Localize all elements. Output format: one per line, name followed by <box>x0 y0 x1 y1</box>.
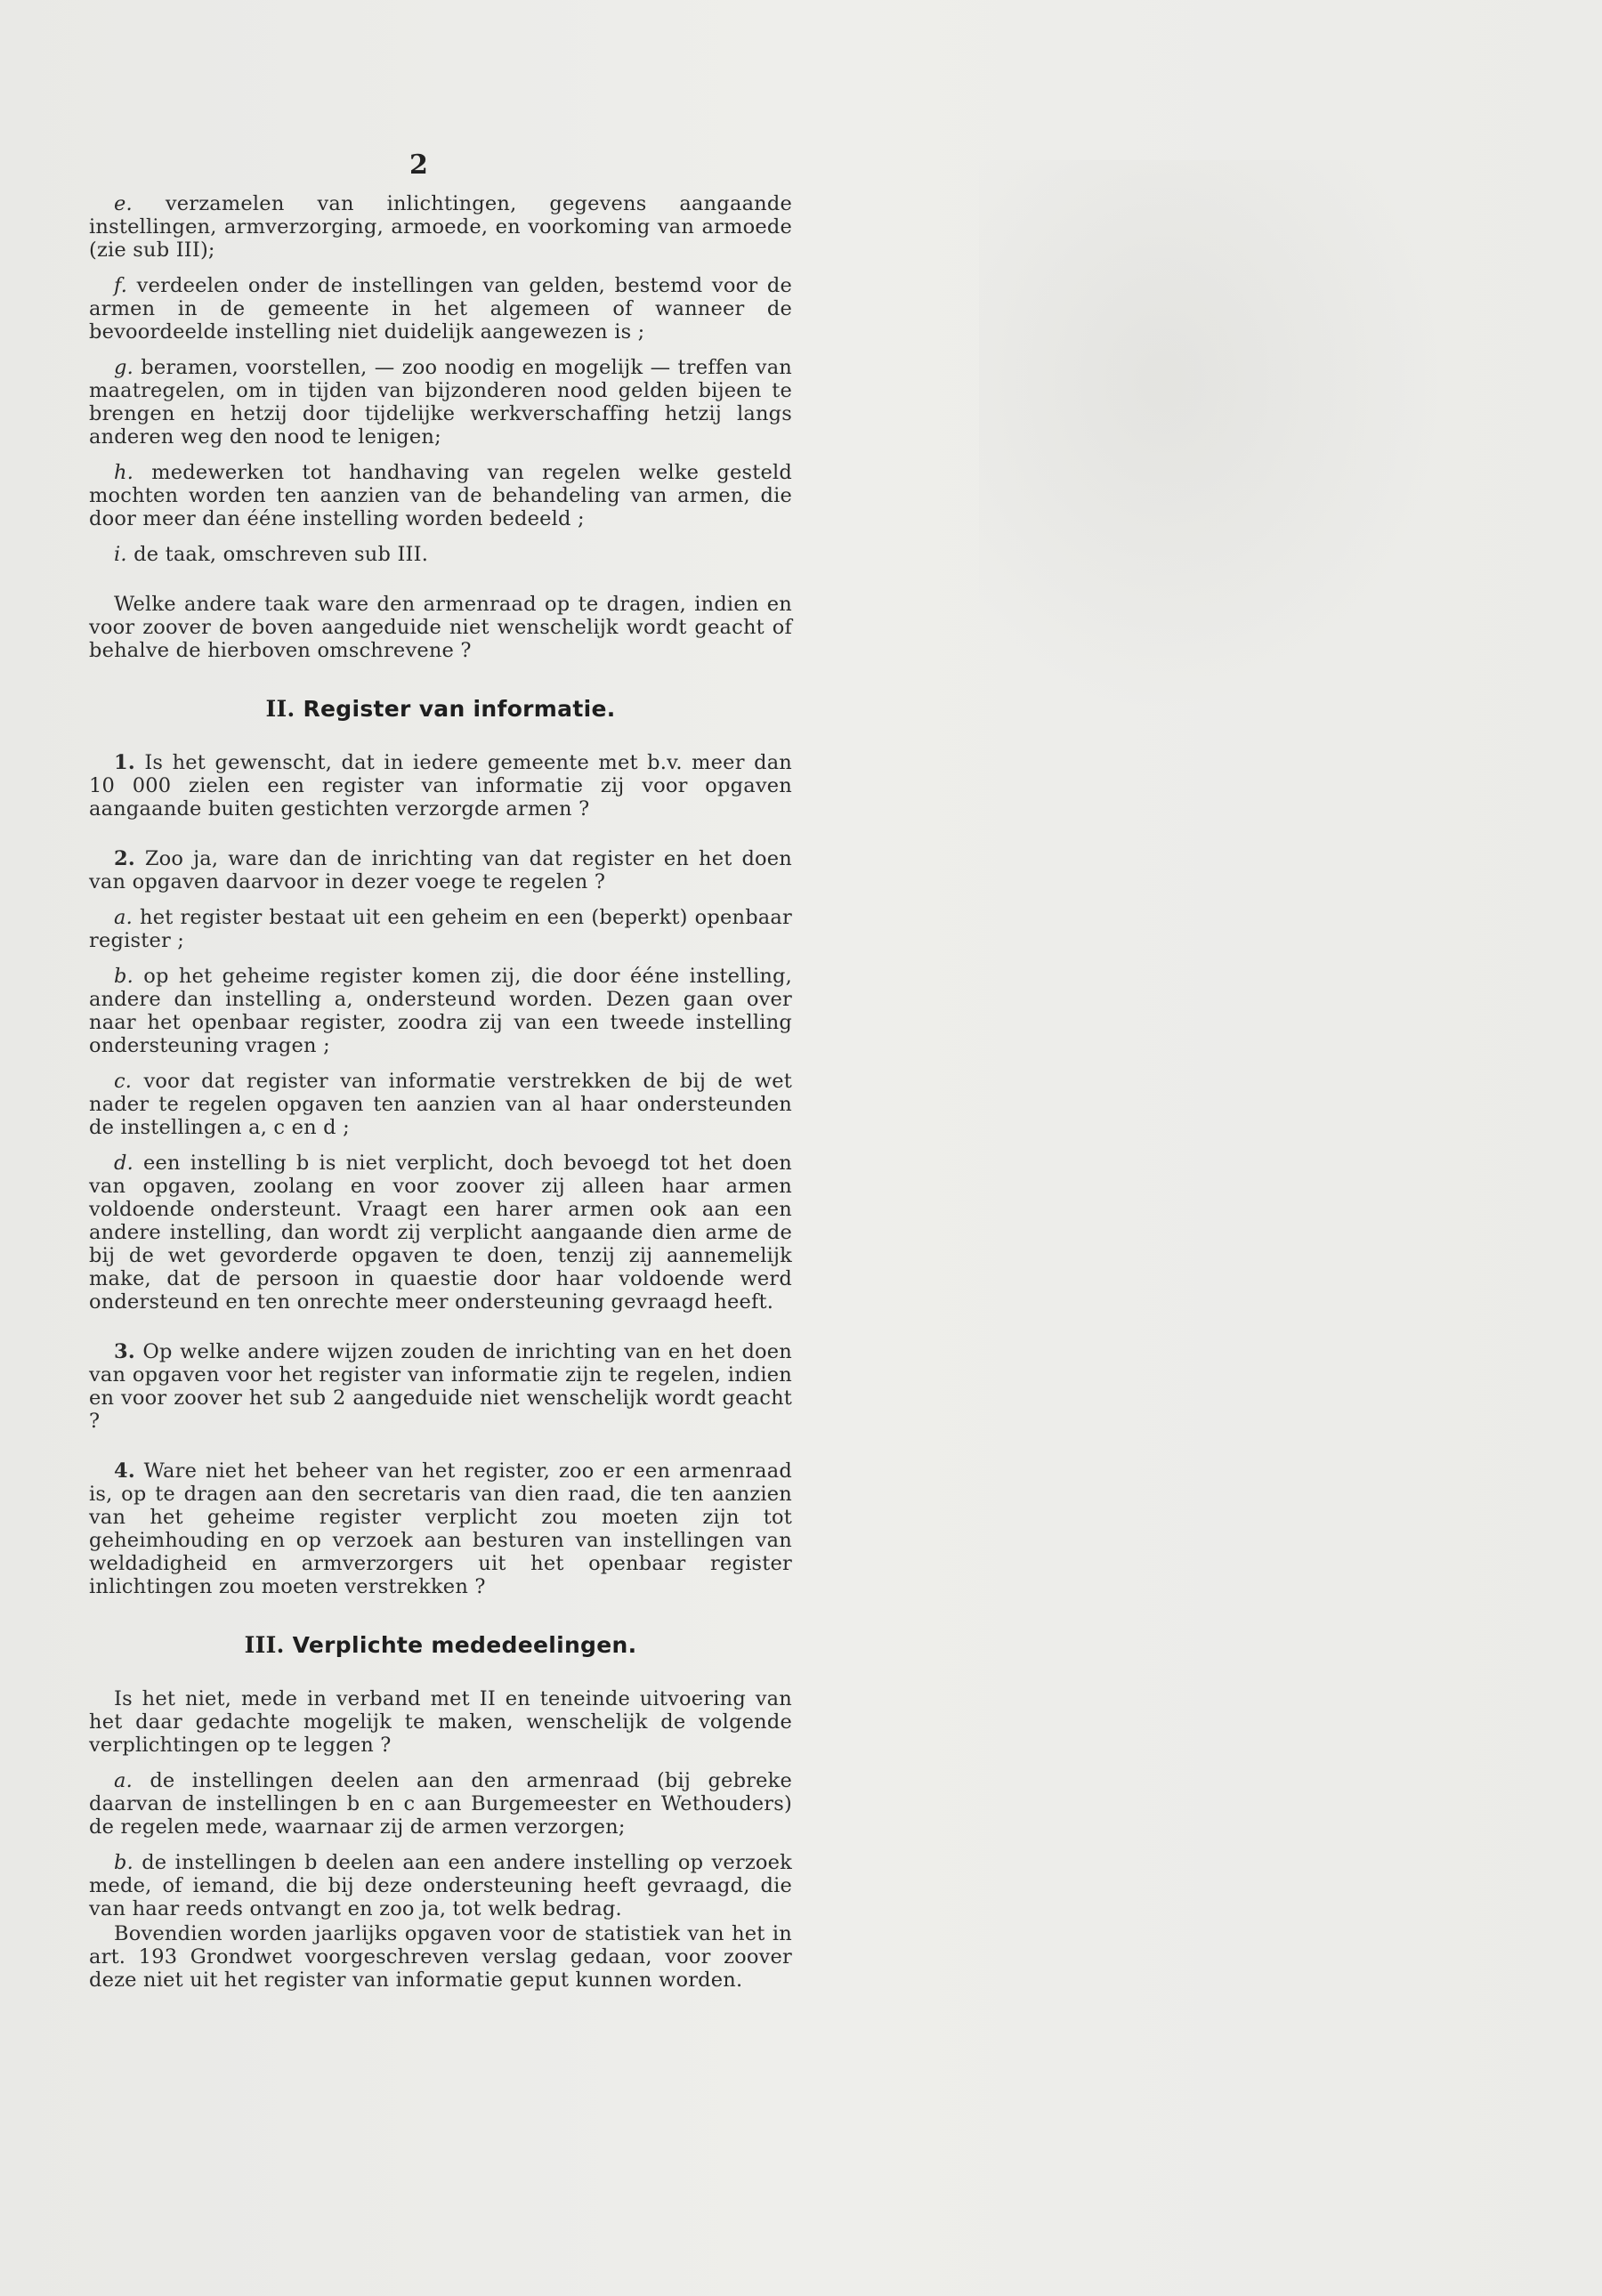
show-through-shadow <box>979 160 1442 712</box>
q2-item-c: c. voor dat register van informatie verstrekken de bij de wet nader te regelen opgaven ten aanzien van al haar ondersteunden de instellingen a, c en d ; <box>89 1070 792 1139</box>
s3-item-b: b. de instellingen b deelen aan een andere instelling op verzoek mede, of iemand, die bij deze ondersteuning heeft gevraagd, die van haar reeds ontvangt en zoo ja, tot welk bedrag. <box>89 1851 792 1920</box>
section-heading-3: III. Verplichte mededeelingen. <box>244 1632 637 1658</box>
q2-item-a: a. het register bestaat uit een geheim en een (beperkt) openbaar register ; <box>89 906 792 952</box>
question-2: 2. Zoo ja, ware dan de inrichting van dat register en het doen van opgaven daarvoor in dezer voege te regelen ? <box>89 847 792 893</box>
list-item-f: f. verdeelen onder de instellingen van gelden, bestemd voor de armen in de gemeente in het algemeen of wanneer de bevoordeelde instelling niet duidelijk aangewezen is ; <box>89 274 792 344</box>
section-heading-2: II. Register van informatie. <box>265 696 616 722</box>
question-1: 1. Is het gewenscht, dat in iedere gemeente met b.v. meer dan 10 000 zielen een register van informatie zij voor opgaven aangaande buiten gestichten verzorgde armen ? <box>89 751 792 821</box>
list-item-e: e. verzamelen van inlichtingen, gegevens aangaande instellingen, armverzorging, armoede, en voorkoming van armoede (zie sub III); <box>89 192 792 262</box>
section3-intro: Is het niet, mede in verband met II en teneinde uitvoering van het daar gedachte mogelijk te maken, wenschelijk de volgende verplichtingen op te leggen ? <box>89 1687 792 1757</box>
page-number: 2 <box>409 150 428 181</box>
s3-item-a: a. de instellingen deelen aan den armenraad (bij gebreke daarvan de instellingen b en c aan Burgemeester en Wethouders) de regelen mede, waarnaar zij de armen verzorgen; <box>89 1769 792 1839</box>
question-top: Welke andere taak ware den armenraad op te dragen, indien en voor zoover de boven aangeduide niet wenschelijk wordt geacht of behalve de hierboven omschrevene ? <box>89 593 792 662</box>
list-item-g: g. beramen, voorstellen, — zoo noodig en mogelijk — treffen van maatregelen, om in tijden van bijzonderen nood gelden bijeen te brengen en hetzij door tijdelijke werkverschaffing hetzij langs anderen weg den nood te lenigen; <box>89 356 793 449</box>
question-4: 4. Ware niet het beheer van het register, zoo er een armenraad is, op te dragen aan den secretaris van dien raad, die ten aanzien van het geheime register verplicht zou moeten zijn tot geheimhouding en op verzoek aan besturen van instellingen van weldadigheid en armverzorgers uit het openbaar register inlichtingen zou moeten verstrekken ? <box>89 1459 792 1598</box>
main-column <box>89 192 792 2004</box>
list-item-h: h. medewerken tot handhaving van regelen welke gesteld mochten worden ten aanzien van de behandeling van armen, die door meer dan ééne instelling worden bedeeld ; <box>89 461 792 530</box>
q2-item-d: d. een instelling b is niet verplicht, doch bevoegd tot het doen van opgaven, zoolang en voor zoover zij alleen haar armen voldoende ondersteunt. Vraagt een harer armen ook aan een andere instelling, dan wordt zij verplicht aangaande dien arme de bij de wet gevorderde opgaven te doen, tenzij zij aannemelijk make, dat de persoon in quaestie door haar voldoende werd ondersteund en ten onrechte meer ondersteuning gevraagd heeft. <box>89 1152 793 1314</box>
section3-closing: Bovendien worden jaarlijks opgaven voor de statistiek van het in art. 193 Grondwet voorgeschreven verslag gedaan, voor zoover deze niet uit het register van informatie geput kunnen worden. <box>89 1922 792 1992</box>
list-item-i: i. de taak, omschreven sub III. <box>114 543 429 566</box>
q2-item-b: b. op het geheime register komen zij, die door ééne instelling, andere dan instelling a, ondersteund worden. Dezen gaan over naar het openbaar register, zoodra zij van een tweede instelling ondersteuning vragen ; <box>89 965 792 1057</box>
question-3: 3. Op welke andere wijzen zouden de inrichting van en het doen van opgaven voor het register van informatie zijn te regelen, indien en voor zoover het sub 2 aangeduide niet wenschelijk wordt geacht ? <box>89 1340 792 1433</box>
